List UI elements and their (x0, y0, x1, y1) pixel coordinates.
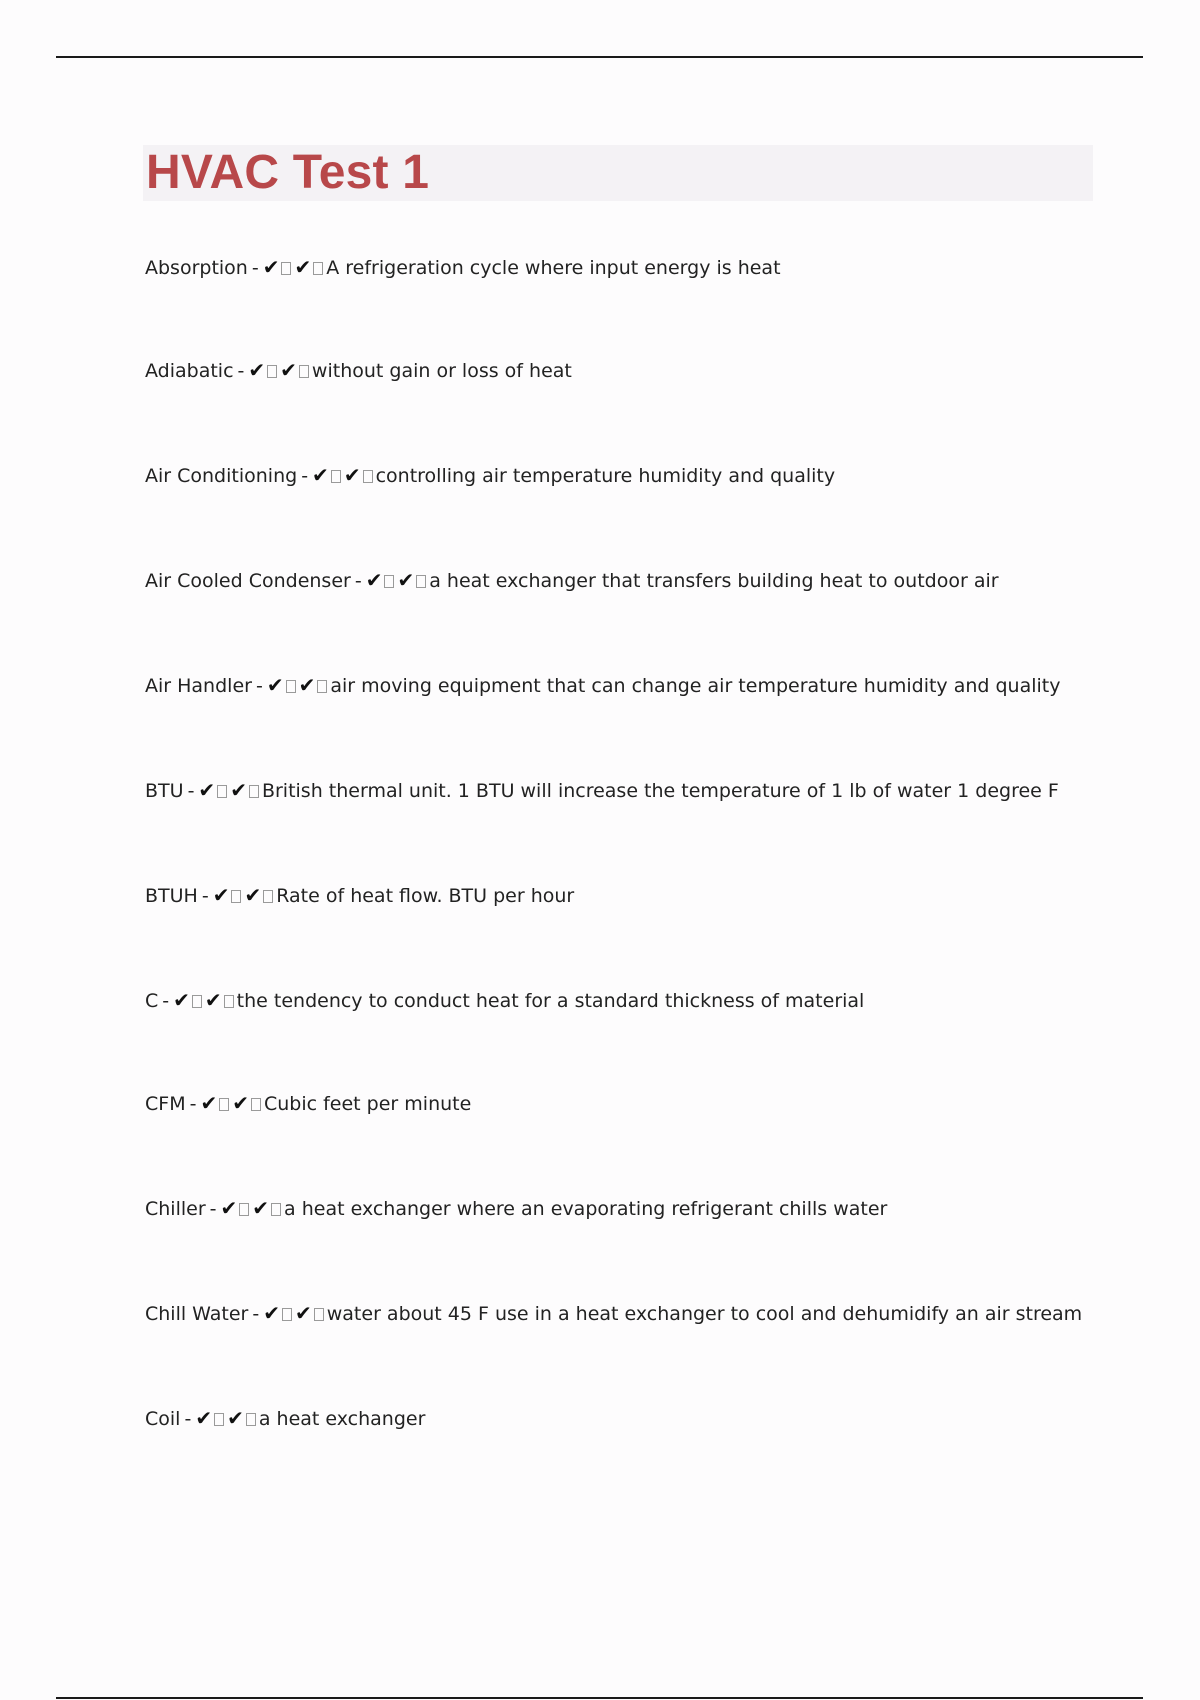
entry-separator: - (209, 1198, 217, 1220)
glossary-entry-air-handler (145, 672, 1061, 699)
glossary-entry-air-conditioning (145, 462, 835, 489)
entry-term: BTU (145, 780, 184, 802)
empty-box-icon (249, 785, 259, 798)
glossary-entry-c (145, 987, 864, 1014)
empty-box-icon (416, 575, 426, 588)
empty-box-icon (271, 1203, 281, 1216)
entry-term: Chill Water (145, 1303, 249, 1325)
check-mark-icon: ✔ (266, 673, 284, 697)
entry-definition: water about 45 F use in a heat exchanger to cool and dehumidify an air stream (326, 1303, 1083, 1325)
check-mark-icon: ✔ (294, 255, 312, 279)
glossary-entry-coil (145, 1405, 425, 1432)
entry-definition: a heat exchanger that transfers building heat to outdoor air (429, 570, 999, 592)
entry-definition: Cubic feet per minute (263, 1093, 472, 1115)
empty-box-icon (363, 470, 373, 483)
entry-term: CFM (145, 1093, 186, 1115)
entry-separator: - (251, 257, 259, 279)
check-mark-icon: ✔ (220, 1196, 238, 1220)
glossary-entry-cfm (145, 1090, 471, 1117)
entry-separator: - (187, 780, 195, 802)
entry-definition: controlling air temperature humidity and quality (375, 465, 836, 487)
entry-definition: the tendency to conduct heat for a standard thickness of material (236, 990, 865, 1012)
glossary-entry-chiller (145, 1195, 887, 1222)
empty-box-icon (282, 1308, 292, 1321)
entry-term: Chiller (145, 1198, 206, 1220)
glossary-entry-absorption (145, 254, 781, 281)
empty-box-icon (239, 1203, 249, 1216)
entry-separator: - (189, 1093, 197, 1115)
glossary-entry-btuh (145, 882, 574, 909)
entry-term: C (145, 990, 159, 1012)
check-mark-icon: ✔ (204, 988, 222, 1012)
entry-definition: a heat exchanger (258, 1408, 426, 1430)
check-mark-icon: ✔ (200, 1091, 218, 1115)
empty-box-icon (317, 680, 327, 693)
empty-box-icon (384, 575, 394, 588)
entry-definition: without gain or loss of heat (311, 360, 572, 382)
entry-separator: - (354, 570, 362, 592)
empty-box-icon (251, 1098, 261, 1111)
empty-box-icon (224, 995, 234, 1008)
check-mark-icon: ✔ (263, 1301, 280, 1325)
entry-term: BTUH (145, 885, 198, 907)
check-mark-icon: ✔ (280, 358, 297, 382)
check-mark-icon: ✔ (244, 883, 262, 907)
empty-box-icon (267, 365, 277, 378)
check-mark-icon: ✔ (212, 883, 230, 907)
check-mark-icon: ✔ (198, 778, 216, 802)
empty-box-icon (219, 1098, 229, 1111)
empty-box-icon (246, 1413, 256, 1426)
entry-separator: - (162, 990, 170, 1012)
empty-box-icon (286, 680, 296, 693)
empty-box-icon (214, 1413, 224, 1426)
entry-separator: - (237, 360, 245, 382)
check-mark-icon: ✔ (312, 463, 329, 487)
check-mark-icon: ✔ (343, 463, 361, 487)
check-mark-icon: ✔ (230, 778, 247, 802)
entry-separator: - (184, 1408, 192, 1430)
page-title: HVAC Test 1 (146, 146, 430, 199)
empty-box-icon (313, 262, 323, 275)
empty-box-icon (299, 365, 309, 378)
empty-box-icon (217, 785, 227, 798)
bottom-rule (56, 1697, 1143, 1699)
glossary-entry-chill-water (145, 1300, 1082, 1327)
empty-box-icon (331, 470, 341, 483)
check-mark-icon: ✔ (294, 1301, 312, 1325)
check-mark-icon: ✔ (397, 568, 415, 592)
entry-definition: A refrigeration cycle where input energy is heat (326, 257, 781, 279)
entry-definition: air moving equipment that can change air temperature humidity and quality (330, 675, 1061, 697)
check-mark-icon: ✔ (227, 1406, 244, 1430)
entry-separator: - (252, 1303, 260, 1325)
entry-separator: - (201, 885, 209, 907)
glossary-entry-air-cooled-condenser (145, 567, 999, 594)
glossary-entry-btu (145, 777, 1059, 804)
entry-term: Air Cooled Condenser (145, 570, 351, 592)
empty-box-icon (192, 995, 202, 1008)
check-mark-icon: ✔ (248, 358, 266, 382)
check-mark-icon: ✔ (262, 255, 280, 279)
check-mark-icon: ✔ (173, 988, 190, 1012)
entry-term: Air Conditioning (145, 465, 298, 487)
entry-definition: British thermal unit. 1 BTU will increase the temperature of 1 lb of water 1 degree F (261, 780, 1059, 802)
empty-box-icon (231, 890, 241, 903)
top-rule (56, 56, 1143, 58)
check-mark-icon: ✔ (365, 568, 383, 592)
check-mark-icon: ✔ (298, 673, 316, 697)
entry-definition: Rate of heat flow. BTU per hour (276, 885, 575, 907)
entry-term: Absorption (145, 257, 248, 279)
check-mark-icon: ✔ (195, 1406, 213, 1430)
entry-term: Coil (145, 1408, 181, 1430)
empty-box-icon (281, 262, 291, 275)
entry-term: Adiabatic (145, 360, 234, 382)
entry-separator: - (301, 465, 309, 487)
empty-box-icon (314, 1308, 324, 1321)
glossary-entry-adiabatic (145, 357, 572, 384)
entry-separator: - (255, 675, 263, 697)
empty-box-icon (263, 890, 273, 903)
entry-definition: a heat exchanger where an evaporating refrigerant chills water (284, 1198, 888, 1220)
entry-term: Air Handler (145, 675, 252, 697)
check-mark-icon: ✔ (252, 1196, 270, 1220)
check-mark-icon: ✔ (232, 1091, 249, 1115)
